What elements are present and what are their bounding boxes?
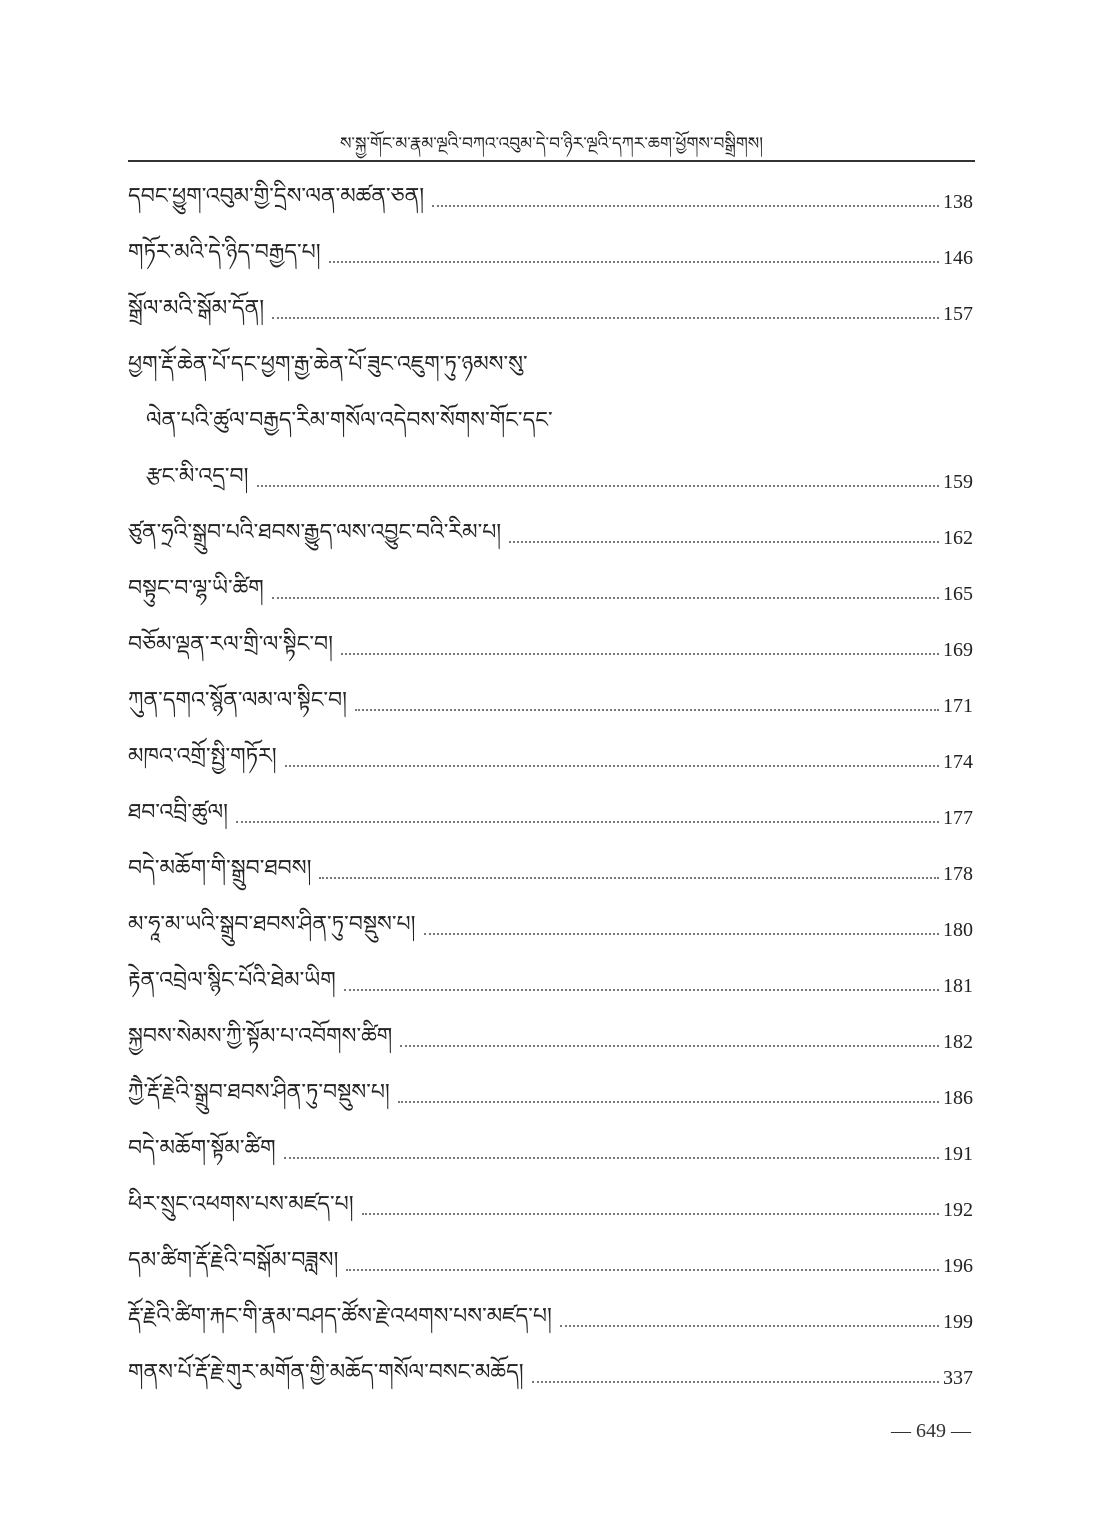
toc-entry-page: 196 [943, 1254, 973, 1277]
toc-entry-line [128, 566, 973, 622]
dot-leader [284, 1157, 939, 1159]
dot-leader [362, 1213, 939, 1215]
toc-entry-line [128, 398, 973, 454]
toc-entry[interactable] [128, 1126, 973, 1182]
toc-entry-title: གནས་པོ་རྡོ་རྗེ་གུར་མགོན་གྱི་མཆོད་གསོལ་བསང་མཆོད། [128, 1360, 524, 1385]
toc-entry-page: 138 [943, 190, 973, 213]
toc-entry-line [128, 790, 973, 846]
toc-entry-title: རྩང་མི་འདྲ་བ། [146, 464, 249, 489]
toc-entry-line [128, 230, 973, 286]
toc-entry-title: ཐབ་འབྲི་ཚུལ། [128, 800, 229, 825]
toc-entry[interactable] [128, 902, 973, 958]
toc-entry-line [128, 174, 973, 230]
dot-leader [509, 541, 939, 543]
toc-entry-title: སྐྱབས་སེམས་ཀྱི་སྟོམ་པ་འབོགས་ཚིག [128, 1024, 393, 1049]
toc-entry[interactable] [128, 1350, 973, 1406]
dot-leader [319, 877, 939, 879]
toc-entry-page: 159 [943, 470, 973, 493]
dot-leader [346, 1269, 939, 1271]
page-number: — 649 — [891, 1420, 971, 1442]
toc-entry-title: ཀྱཻ་རྡོ་རྗེའི་སྒྲུབ་ཐབས་ཤིན་ཏུ་བསྡུས་པ། [128, 1080, 390, 1105]
toc-entry-line [128, 510, 973, 566]
toc-entry-page: 191 [943, 1142, 973, 1165]
toc-entry[interactable] [128, 342, 973, 510]
toc-entry[interactable] [128, 846, 973, 902]
toc-entry-title: བཅོམ་ལྡན་རལ་གྲི་ལ་སྟིང་བ། [128, 632, 333, 657]
dot-leader [285, 765, 939, 767]
toc-entry[interactable] [128, 958, 973, 1014]
toc-entry[interactable] [128, 1238, 973, 1294]
dot-leader [341, 653, 939, 655]
toc-entry-page: 162 [943, 526, 973, 549]
toc-entry-line [128, 678, 973, 734]
toc-entry-title: བསྟུང་བ་ལྷ་ཡི་ཚིག [128, 576, 264, 601]
toc-entry[interactable] [128, 230, 973, 286]
toc-entry[interactable] [128, 622, 973, 678]
toc-entry[interactable] [128, 1182, 973, 1238]
toc-entry-title: མཁའ་འགྲོ་སྤྱི་གཏོར། [128, 744, 277, 769]
toc-entry-line [128, 1014, 973, 1070]
toc-entry-title: སྒྲོལ་མའི་སྒོམ་དོན། [128, 296, 265, 321]
toc-entry-page: 182 [943, 1030, 973, 1053]
toc-entry-line [128, 1350, 973, 1406]
toc-entry-line [128, 342, 973, 398]
toc-entry-title: བདེ་མཆོག་གི་སྒྲུབ་ཐབས། [128, 856, 312, 881]
toc-entry-line [128, 902, 973, 958]
toc-entry-title: དམ་ཚིག་རྡོ་རྗེའི་བསྒོམ་བཟླས། [128, 1248, 339, 1273]
toc-entry[interactable] [128, 510, 973, 566]
dot-leader [257, 485, 939, 487]
toc-entry-page: 174 [943, 750, 973, 773]
toc-entry-page: 165 [943, 582, 973, 605]
toc-entry-line [128, 1070, 973, 1126]
toc-entry-line [128, 1238, 973, 1294]
toc-entry[interactable] [128, 174, 973, 230]
toc-entry-page: 181 [943, 974, 973, 997]
running-header: ས་སྐྱ་གོང་མ་རྣམ་ལྔའི་བཀའ་འབུམ་དེ་བ་ཉིར་ལྔའི་དཀར་ཆག་ཕྱོགས་བསྒྲིགས། [339, 134, 764, 154]
toc-entry-line [128, 622, 973, 678]
header-rule [128, 160, 975, 162]
toc-entry-page: 178 [943, 862, 973, 885]
toc-entry-page: 157 [943, 302, 973, 325]
dot-leader [272, 317, 939, 319]
toc-entry-page: 180 [943, 918, 973, 941]
toc-entry-page: 146 [943, 246, 973, 269]
toc-entry-line [128, 958, 973, 1014]
dot-leader [424, 933, 940, 935]
toc-entry[interactable] [128, 790, 973, 846]
toc-entry[interactable] [128, 734, 973, 790]
toc-entry-line [128, 454, 973, 510]
toc-entry-title: ཕིར་སྲུང་འཕགས་པས་མཛད་པ། [128, 1192, 354, 1217]
toc-entry[interactable] [128, 1294, 973, 1350]
toc-entry-title: ཕྱག་རྡོ་ཆེན་པོ་དང་ཕྱག་རྒྱ་ཆེན་པོ་ཟུང་འཇུག་ཏུ་ཉམས་སུ་ [128, 352, 528, 377]
toc-entry-page: 177 [943, 806, 973, 829]
dot-leader [398, 1101, 939, 1103]
toc-entry-title: ཙུན་ཧྲའི་སྒྲུབ་པའི་ཐབས་རྒྱུད་ལས་འབྱུང་བའི་རིམ་པ། [128, 520, 502, 545]
toc-entry-page: 192 [943, 1198, 973, 1221]
toc-entry-page: 199 [943, 1310, 973, 1333]
toc-entry-line [128, 286, 973, 342]
toc-entry-page: 169 [943, 638, 973, 661]
table-of-contents [128, 174, 973, 1406]
dot-leader [432, 205, 939, 207]
toc-entry-title: དབང་ཕྱུག་འབུམ་གྱི་དྲིས་ལན་མཚན་ཅན། [128, 184, 425, 209]
toc-entry[interactable] [128, 1070, 973, 1126]
dot-leader [344, 989, 939, 991]
toc-entry-title: ཀུན་དགའ་སྙོན་ལམ་ལ་སྟིང་བ། [128, 688, 348, 713]
toc-entry-title: ལེན་པའི་ཚུལ་བརྒྱད་རིམ་གསོལ་འདེབས་སོགས་གོང་དང་ [146, 408, 553, 433]
toc-entry-title: རྟེན་འབྲེལ་སྙིང་པོའི་ཐེམ་ཡིག [128, 968, 336, 993]
toc-entry-page: 337 [943, 1366, 973, 1389]
dot-leader [560, 1325, 939, 1327]
toc-entry[interactable] [128, 1014, 973, 1070]
dot-leader [236, 821, 939, 823]
toc-entry-title: བདེ་མཆོག་སྟོམ་ཚིག [128, 1136, 276, 1161]
toc-entry-title: རྡོ་རྗེའི་ཚིག་རྐང་གི་རྣམ་བཤད་ཚོས་རྗེ་འཕགས་པས་མཛད་པ། [128, 1304, 552, 1329]
dot-leader [532, 1381, 939, 1383]
toc-entry-line [128, 1182, 973, 1238]
toc-entry-page: 186 [943, 1086, 973, 1109]
toc-entry-page: 171 [943, 694, 973, 717]
toc-entry-line [128, 1294, 973, 1350]
toc-entry-line [128, 734, 973, 790]
dot-leader [355, 709, 939, 711]
toc-entry[interactable] [128, 286, 973, 342]
toc-entry-line [128, 1126, 973, 1182]
dot-leader [400, 1045, 939, 1047]
toc-entry-title: གཏོར་མའི་དེ་ཉིད་བརྒྱད་པ། [128, 240, 321, 265]
toc-entry[interactable] [128, 566, 973, 622]
toc-entry[interactable] [128, 678, 973, 734]
dot-leader [272, 597, 939, 599]
dot-leader [329, 261, 939, 263]
toc-entry-line [128, 846, 973, 902]
toc-entry-title: མ་ཧཱ་མ་ཡའི་སྒྲུབ་ཐབས་ཤིན་ཏུ་བསྡུས་པ། [128, 912, 416, 937]
